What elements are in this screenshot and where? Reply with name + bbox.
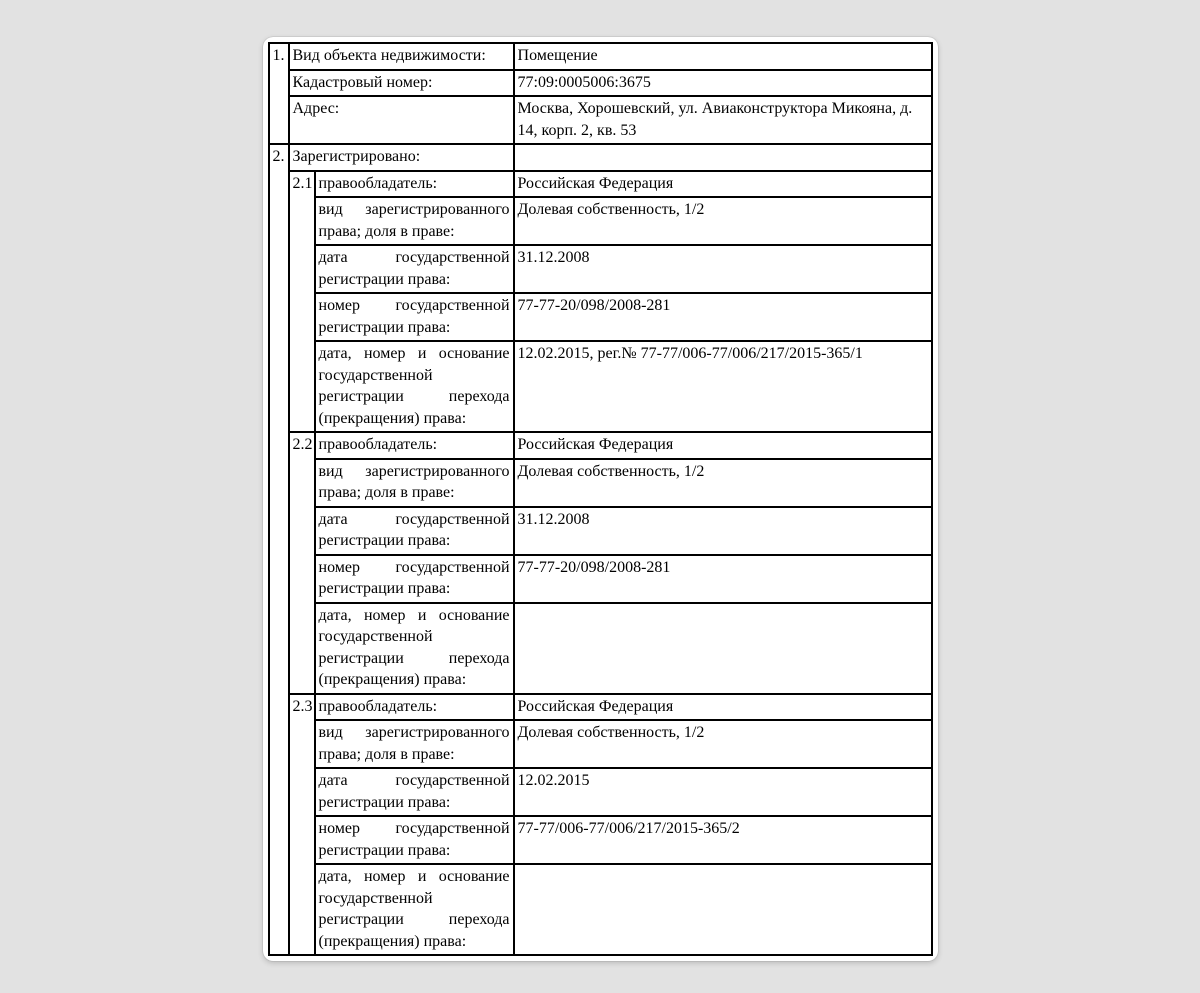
value-reg-number: 77-77-20/098/2008-281 <box>514 555 932 603</box>
table-row-entry-2-3-holder <box>269 694 932 721</box>
table-row-entry-2-2-transfer <box>269 603 932 694</box>
value-right-type: Долевая собственность, 1/2 <box>514 197 932 245</box>
label-reg-date: дата государственной регистрации права: <box>315 245 514 293</box>
entry-2-2-number: 2.2 <box>289 432 315 694</box>
label-holder: правообладатель: <box>315 171 514 198</box>
document-card <box>263 37 938 961</box>
label-reg-date: дата государственной регистрации права: <box>315 507 514 555</box>
label-right-type: вид зарегистрированного права; доля в праве: <box>315 459 514 507</box>
label-reg-number: номер государственной регистрации права: <box>315 555 514 603</box>
value-holder: Российская Федерация <box>514 171 932 198</box>
label-transfer: дата, номер и основание государственной регистрации перехода (прекращения) права: <box>315 864 514 955</box>
section-2-number: 2. <box>269 144 289 955</box>
table-row-entry-2-1-right-type <box>269 197 932 245</box>
table-row-object-type <box>269 43 932 70</box>
value-right-type: Долевая собственность, 1/2 <box>514 720 932 768</box>
value-reg-number: 77-77-20/098/2008-281 <box>514 293 932 341</box>
table-row-cadastral-number <box>269 70 932 97</box>
value-holder: Российская Федерация <box>514 694 932 721</box>
label-holder: правообладатель: <box>315 432 514 459</box>
value-address: Москва, Хорошевский, ул. Авиаконструктора Микояна, д. 14, корп. 2, кв. 53 <box>514 96 932 144</box>
table-row-entry-2-1-reg-date <box>269 245 932 293</box>
property-registration-table <box>268 42 933 956</box>
label-transfer: дата, номер и основание государственной регистрации перехода (прекращения) права: <box>315 603 514 694</box>
table-row-entry-2-1-holder <box>269 171 932 198</box>
table-row-entry-2-2-reg-number <box>269 555 932 603</box>
label-holder: правообладатель: <box>315 694 514 721</box>
label-registered: Зарегистрировано: <box>289 144 514 171</box>
value-right-type: Долевая собственность, 1/2 <box>514 459 932 507</box>
table-row-entry-2-1-transfer <box>269 341 932 432</box>
label-address: Адрес: <box>289 96 514 144</box>
label-transfer: дата, номер и основание государственной регистрации перехода (прекращения) права: <box>315 341 514 432</box>
label-right-type: вид зарегистрированного права; доля в праве: <box>315 197 514 245</box>
label-right-type: вид зарегистрированного права; доля в праве: <box>315 720 514 768</box>
value-reg-date: 12.02.2015 <box>514 768 932 816</box>
label-reg-date: дата государственной регистрации права: <box>315 768 514 816</box>
label-reg-number: номер государственной регистрации права: <box>315 816 514 864</box>
table-row-entry-2-3-reg-date <box>269 768 932 816</box>
table-row-entry-2-3-transfer <box>269 864 932 955</box>
table-row-address <box>269 96 932 144</box>
entry-2-1-number: 2.1 <box>289 171 315 433</box>
value-registered <box>514 144 932 171</box>
table-row-entry-2-1-reg-number <box>269 293 932 341</box>
section-1-number: 1. <box>269 43 289 144</box>
value-reg-number: 77-77/006-77/006/217/2015-365/2 <box>514 816 932 864</box>
label-cadastral-number: Кадастровый номер: <box>289 70 514 97</box>
table-row-entry-2-2-holder <box>269 432 932 459</box>
value-transfer <box>514 864 932 955</box>
table-row-entry-2-2-right-type <box>269 459 932 507</box>
value-holder: Российская Федерация <box>514 432 932 459</box>
table-row-entry-2-3-reg-number <box>269 816 932 864</box>
value-reg-date: 31.12.2008 <box>514 507 932 555</box>
table-row-entry-2-3-right-type <box>269 720 932 768</box>
value-cadastral-number: 77:09:0005006:3675 <box>514 70 932 97</box>
label-reg-number: номер государственной регистрации права: <box>315 293 514 341</box>
value-transfer: 12.02.2015, рег.№ 77-77/006-77/006/217/2015-365/1 <box>514 341 932 432</box>
value-transfer <box>514 603 932 694</box>
table-row-entry-2-2-reg-date <box>269 507 932 555</box>
value-reg-date: 31.12.2008 <box>514 245 932 293</box>
value-object-type: Помещение <box>514 43 932 70</box>
table-row-registered <box>269 144 932 171</box>
entry-2-3-number: 2.3 <box>289 694 315 956</box>
label-object-type: Вид объекта недвижимости: <box>289 43 514 70</box>
